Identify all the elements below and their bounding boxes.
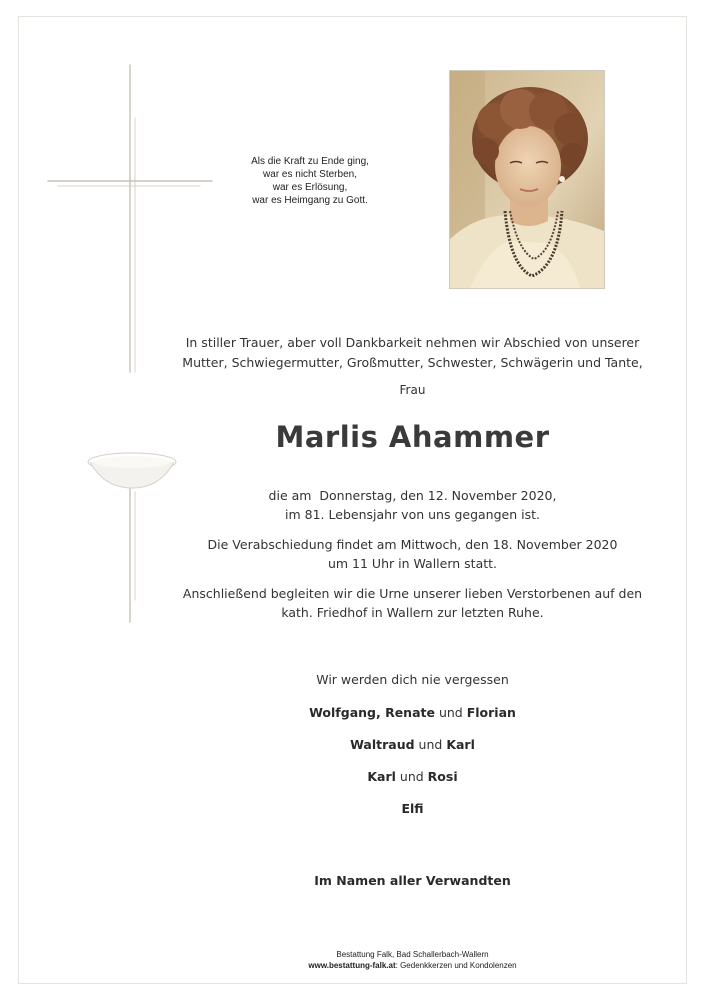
footer-line [160, 960, 665, 971]
deceased-name: Marlis Ahammer [275, 420, 550, 454]
family-name: Karl [367, 769, 396, 784]
ceremony-line: Die Verabschiedung findet am Mittwoch, den 18. November 2020 [207, 537, 618, 552]
family-name: Elfi [401, 801, 424, 816]
family-name: Wolfgang, Renate [309, 705, 435, 720]
intro-line: Mutter, Schwiegermutter, Großmutter, Schwester, Schwägerin und Tante, [182, 355, 643, 370]
footer-text: : Gedenkkerzen und Kondolenzen [395, 961, 517, 970]
ceremony-line: um 11 Uhr in Wallern statt. [327, 556, 498, 571]
family-name: Florian [466, 705, 516, 720]
poem-line: war es Erlösung, [272, 182, 348, 193]
death-line: die am Donnerstag, den 12. November 2020, [268, 488, 557, 503]
salutation: Frau [399, 383, 426, 397]
footer [160, 949, 665, 971]
death-line: im 81. Lebensjahr von uns gegangen ist. [285, 507, 540, 522]
farewell-ceremony-info [160, 535, 665, 573]
burial-line: kath. Friedhof in Wallern zur letzten Ruhe. [281, 605, 544, 620]
family-name: Rosi [427, 769, 458, 784]
portrait-image [450, 71, 604, 288]
poem-line: Als die Kraft zu Ende ging, [251, 156, 369, 167]
family-joiner: und [414, 737, 447, 752]
poem-line: war es nicht Sterben, [263, 169, 357, 180]
family-row [160, 801, 665, 816]
family-row [160, 737, 665, 752]
death-info [160, 486, 665, 524]
burial-line: Anschließend begleiten wir die Urne unserer lieben Verstorbenen auf den [182, 586, 643, 601]
intro-line: In stiller Trauer, aber voll Dankbarkeit nehmen wir Abschied von unserer [185, 335, 640, 350]
intro-text [160, 333, 665, 373]
family-row [160, 769, 665, 784]
burial-info [160, 584, 665, 622]
portrait-photo [449, 70, 605, 289]
family-joiner: und [434, 705, 467, 720]
family-name: Waltraud [350, 737, 415, 752]
remembrance-line: Wir werden dich nie vergessen [316, 672, 509, 687]
family-joiner: und [395, 769, 428, 784]
poem-line: war es Heimgang zu Gott. [252, 195, 368, 206]
footer-website-link[interactable]: www.bestattung-falk.at [308, 961, 396, 970]
poem [215, 155, 405, 207]
candle-icon [88, 453, 176, 488]
family-row [160, 705, 665, 720]
family-name: Karl [446, 737, 475, 752]
footer-line: Bestattung Falk, Bad Schallerbach-Wallern [336, 950, 489, 959]
relatives-line: Im Namen aller Verwandten [314, 873, 511, 888]
